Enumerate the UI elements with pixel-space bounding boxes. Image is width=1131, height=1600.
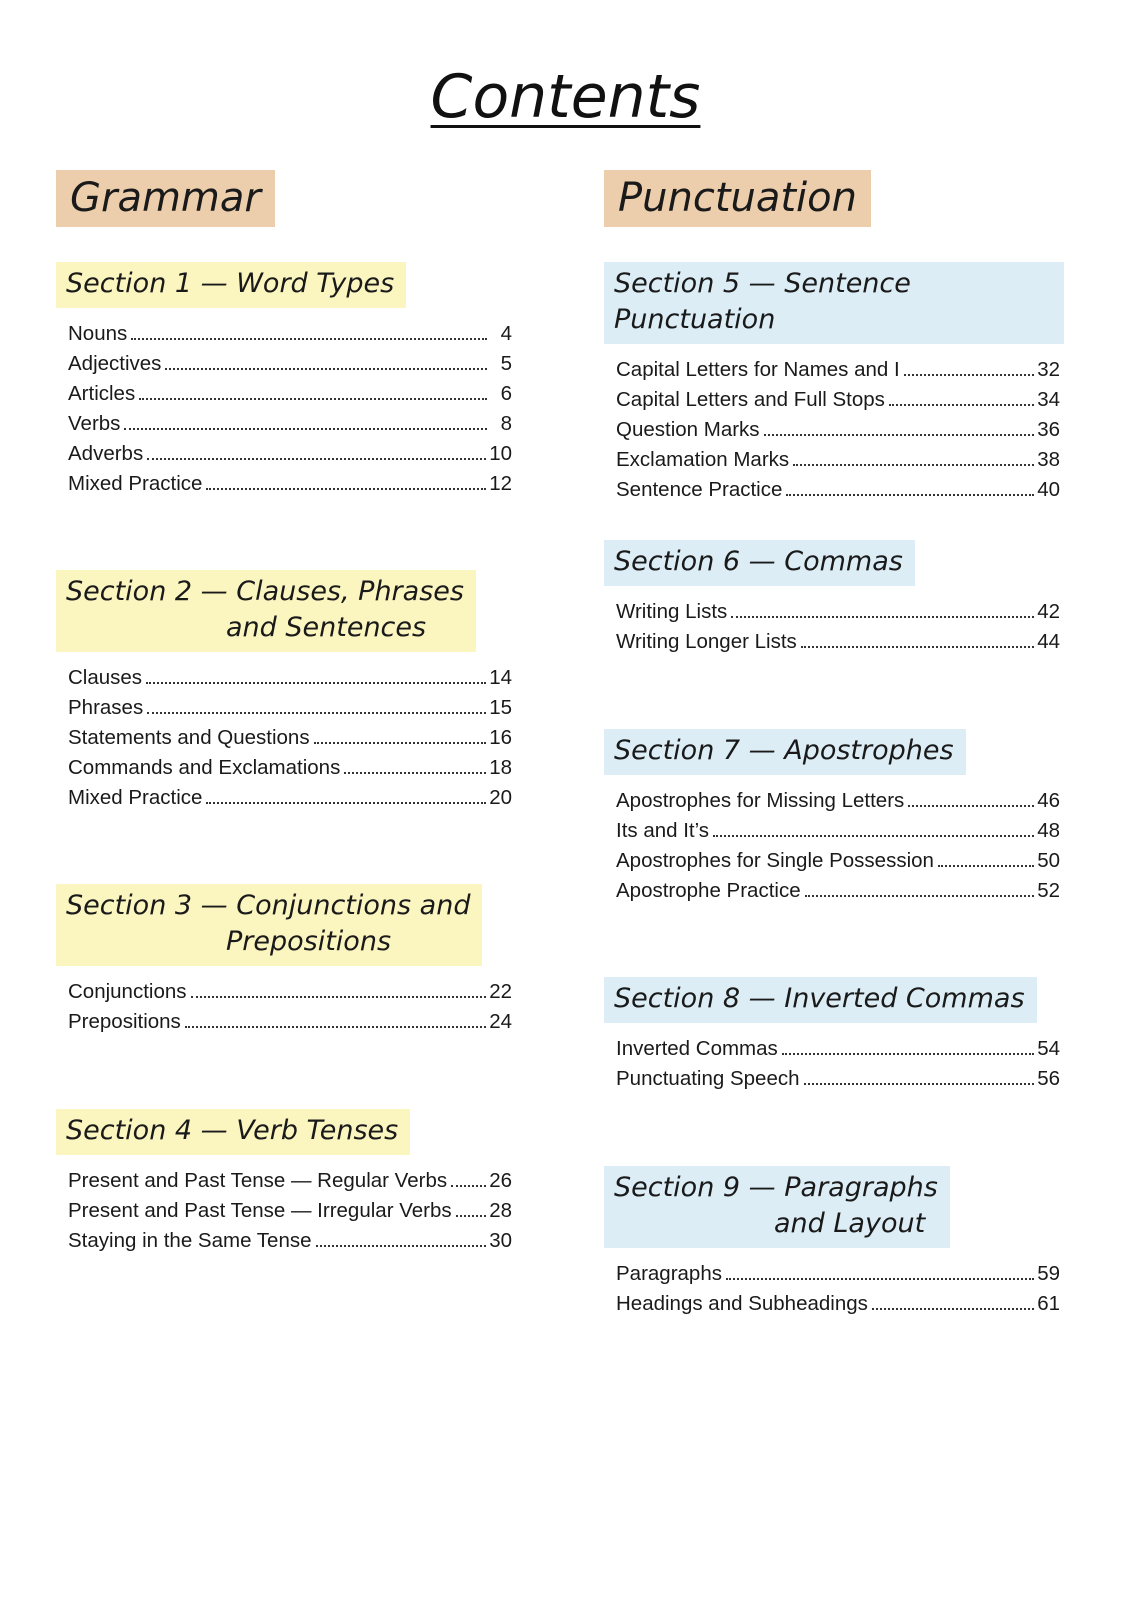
- toc-entry[interactable]: [68, 666, 512, 696]
- page-number: 18: [489, 756, 512, 779]
- toc-entry[interactable]: [616, 849, 1060, 879]
- section-6: [604, 540, 1064, 660]
- dot-leader: [805, 895, 1035, 897]
- section-heading: [56, 262, 406, 308]
- toc-entry[interactable]: [68, 786, 512, 816]
- dot-leader: [316, 1245, 487, 1247]
- dot-leader: [889, 404, 1034, 406]
- entry-label: Verbs: [68, 412, 121, 435]
- toc-entry[interactable]: [616, 388, 1060, 418]
- entry-label: Apostrophes for Single Possession: [616, 849, 934, 872]
- dot-leader: [314, 742, 487, 744]
- dot-leader: [793, 464, 1034, 466]
- entry-label: Nouns: [68, 322, 128, 345]
- entry-label: Writing Longer Lists: [616, 630, 797, 653]
- entry-label: Statements and Questions: [68, 726, 310, 749]
- section-heading: [604, 977, 1037, 1023]
- dot-leader: [131, 338, 487, 340]
- toc-entry[interactable]: [616, 879, 1060, 909]
- toc-entry[interactable]: [68, 756, 512, 786]
- toc-entry[interactable]: [616, 478, 1060, 508]
- section-1: [56, 262, 516, 502]
- entry-list: [56, 666, 516, 816]
- section-title: Section 2 — Clauses, Phrases: [66, 576, 464, 607]
- dot-leader: [165, 368, 487, 370]
- page-number: 44: [1037, 630, 1060, 653]
- dot-leader: [206, 802, 486, 804]
- page-number: 59: [1037, 1262, 1060, 1285]
- page-number: 61: [1037, 1292, 1060, 1315]
- dot-leader: [451, 1185, 486, 1187]
- page-number: 8: [500, 412, 512, 435]
- punctuation-heading: Punctuation: [604, 170, 871, 227]
- page-number: 32: [1037, 358, 1060, 381]
- toc-entry[interactable]: [68, 1229, 512, 1259]
- page-number: 56: [1037, 1067, 1060, 1090]
- entry-label: Mixed Practice: [68, 786, 203, 809]
- section-title: Section 3 — Conjunctions and: [66, 890, 471, 921]
- page-number: 50: [1037, 849, 1060, 872]
- page-number: 26: [489, 1169, 512, 1192]
- entry-label: Adverbs: [68, 442, 144, 465]
- dot-leader: [804, 1083, 1035, 1085]
- section-4: [56, 1109, 516, 1259]
- entry-list: [56, 980, 516, 1040]
- entry-label: Present and Past Tense — Irregular Verbs: [68, 1199, 452, 1222]
- entry-label: Prepositions: [68, 1010, 181, 1033]
- page-number: 6: [500, 382, 512, 405]
- section-7: [604, 729, 1064, 909]
- entry-label: Question Marks: [616, 418, 760, 441]
- entry-label: Mixed Practice: [68, 472, 203, 495]
- entry-label: Paragraphs: [616, 1262, 722, 1285]
- page-number: 54: [1037, 1037, 1060, 1060]
- page-number: 12: [489, 472, 512, 495]
- dot-leader: [185, 1026, 486, 1028]
- dot-leader: [146, 682, 486, 684]
- entry-label: Articles: [68, 382, 136, 405]
- toc-entry[interactable]: [68, 696, 512, 726]
- dot-leader: [191, 996, 487, 998]
- page-number: 14: [489, 666, 512, 689]
- toc-entry[interactable]: [616, 1037, 1060, 1067]
- toc-entry[interactable]: [68, 472, 512, 502]
- toc-entry[interactable]: [616, 600, 1060, 630]
- toc-entry[interactable]: [616, 418, 1060, 448]
- entry-label: Its and It’s: [616, 819, 710, 842]
- section-heading: [56, 570, 476, 652]
- section-heading: [604, 262, 1064, 344]
- page-number: 4: [500, 322, 512, 345]
- section-3: [56, 884, 516, 1040]
- dot-leader: [764, 434, 1035, 436]
- toc-entry[interactable]: [616, 358, 1060, 388]
- dot-leader: [782, 1053, 1034, 1055]
- page-number: 22: [489, 980, 512, 1003]
- page-number: 24: [489, 1010, 512, 1033]
- toc-entry[interactable]: [616, 819, 1060, 849]
- page-number: 30: [489, 1229, 512, 1252]
- toc-entry[interactable]: [68, 322, 512, 352]
- toc-entry[interactable]: [68, 1199, 512, 1229]
- toc-entry[interactable]: [616, 630, 1060, 660]
- entry-label: Headings and Subheadings: [616, 1292, 868, 1315]
- page-number: 16: [489, 726, 512, 749]
- page-number: 40: [1037, 478, 1060, 501]
- entry-label: Conjunctions: [68, 980, 187, 1003]
- entry-label: Exclamation Marks: [616, 448, 790, 471]
- entry-list: [604, 789, 1064, 909]
- entry-label: Adjectives: [68, 352, 162, 375]
- page-number: 28: [489, 1199, 512, 1222]
- toc-entry[interactable]: [616, 1067, 1060, 1097]
- entry-label: Apostrophe Practice: [616, 879, 801, 902]
- entry-label: Apostrophes for Missing Letters: [616, 789, 905, 812]
- toc-entry[interactable]: [616, 448, 1060, 478]
- entry-list: [604, 1037, 1064, 1097]
- section-title: Section 6 — Commas: [614, 546, 903, 577]
- section-5: [604, 262, 1064, 508]
- page-number: 20: [489, 786, 512, 809]
- dot-leader: [124, 428, 487, 430]
- toc-entry[interactable]: [616, 1292, 1060, 1322]
- toc-entry[interactable]: [68, 382, 512, 412]
- section-title: Section 7 — Apostrophes: [614, 735, 954, 766]
- section-8: [604, 977, 1064, 1097]
- section-title-line2: and Sentences: [226, 612, 427, 643]
- entry-label: Clauses: [68, 666, 143, 689]
- dot-leader: [872, 1308, 1034, 1310]
- toc-entry[interactable]: [68, 412, 512, 442]
- page-title: Contents: [430, 62, 701, 132]
- dot-leader: [713, 835, 1034, 837]
- toc-entry[interactable]: [616, 1262, 1060, 1292]
- dot-leader: [904, 374, 1034, 376]
- dot-leader: [801, 646, 1034, 648]
- entry-label: Sentence Practice: [616, 478, 783, 501]
- page-number: 46: [1037, 789, 1060, 812]
- entry-label: Punctuating Speech: [616, 1067, 800, 1090]
- toc-entry[interactable]: [68, 980, 512, 1010]
- section-heading: [604, 540, 915, 586]
- grammar-heading: Grammar: [56, 170, 275, 227]
- entry-list: [604, 1262, 1064, 1322]
- toc-entry[interactable]: [68, 1010, 512, 1040]
- entry-list: [604, 600, 1064, 660]
- toc-entry[interactable]: [68, 442, 512, 472]
- section-heading: [56, 884, 482, 966]
- toc-entry[interactable]: [68, 726, 512, 756]
- entry-label: Staying in the Same Tense: [68, 1229, 312, 1252]
- section-heading: [604, 729, 966, 775]
- page-number: 38: [1037, 448, 1060, 471]
- section-heading: [604, 1166, 950, 1248]
- entry-list: [56, 322, 516, 502]
- dot-leader: [139, 398, 487, 400]
- section-heading: [56, 1109, 410, 1155]
- page-number: 10: [489, 442, 512, 465]
- dot-leader: [726, 1278, 1034, 1280]
- section-title-line2: Prepositions: [226, 926, 392, 957]
- page-number: 42: [1037, 600, 1060, 623]
- section-title-line2: and Layout: [774, 1208, 926, 1239]
- entry-label: Capital Letters for Names and I: [616, 358, 900, 381]
- section-title: Section 5 — Sentence Punctuation: [614, 268, 911, 335]
- dot-leader: [344, 772, 486, 774]
- toc-entry[interactable]: [68, 1169, 512, 1199]
- entry-list: [56, 1169, 516, 1259]
- dot-leader: [731, 616, 1034, 618]
- entry-label: Inverted Commas: [616, 1037, 778, 1060]
- entry-label: Phrases: [68, 696, 144, 719]
- dot-leader: [206, 488, 486, 490]
- entry-label: Capital Letters and Full Stops: [616, 388, 885, 411]
- dot-leader: [786, 494, 1034, 496]
- page-number: 34: [1037, 388, 1060, 411]
- toc-entry[interactable]: [616, 789, 1060, 819]
- dot-leader: [908, 805, 1034, 807]
- dot-leader: [147, 458, 486, 460]
- page-number: 52: [1037, 879, 1060, 902]
- page-number: 5: [500, 352, 512, 375]
- section-title: Section 4 — Verb Tenses: [66, 1115, 399, 1146]
- section-9: [604, 1166, 1064, 1322]
- dot-leader: [938, 865, 1034, 867]
- page-number: 15: [489, 696, 512, 719]
- section-title: Section 9 — Paragraphs: [614, 1172, 938, 1203]
- section-2: [56, 570, 516, 816]
- entry-label: Commands and Exclamations: [68, 756, 341, 779]
- dot-leader: [147, 712, 486, 714]
- page-number: 36: [1037, 418, 1060, 441]
- entry-label: Writing Lists: [616, 600, 728, 623]
- dot-leader: [456, 1215, 487, 1217]
- toc-entry[interactable]: [68, 352, 512, 382]
- section-title: Section 1 — Word Types: [66, 268, 395, 299]
- page-number: 48: [1037, 819, 1060, 842]
- entry-label: Present and Past Tense — Regular Verbs: [68, 1169, 448, 1192]
- section-title: Section 8 — Inverted Commas: [614, 983, 1025, 1014]
- entry-list: [604, 358, 1064, 508]
